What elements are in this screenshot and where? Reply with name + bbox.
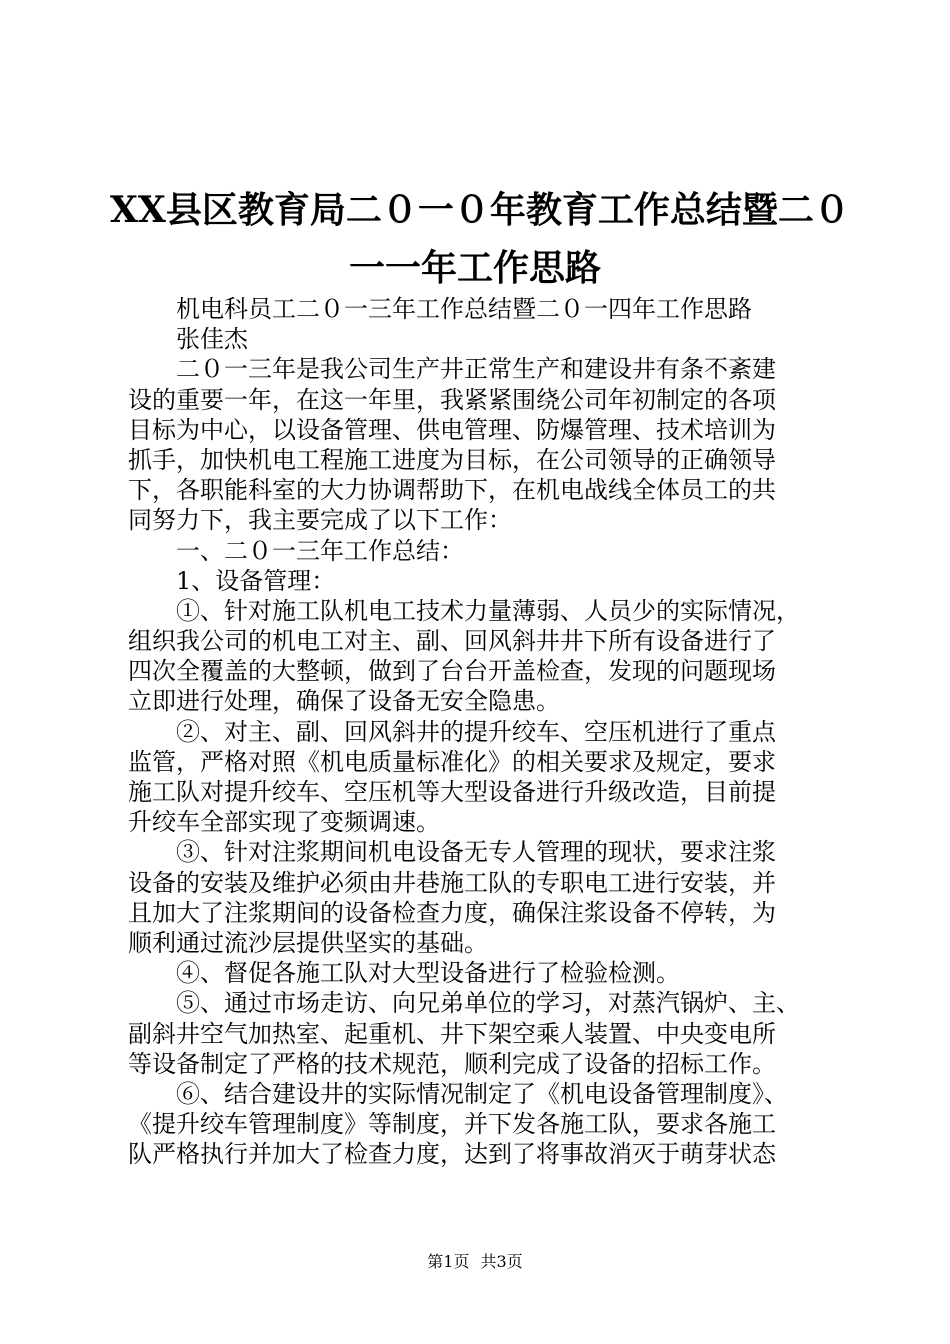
page-number: 第1页: [427, 1252, 470, 1271]
document-body: [128, 294, 828, 1169]
body-line: ⑤、通过市场走访、向兄弟单位的学习，对蒸汽锅炉、主、: [176, 989, 800, 1018]
body-line: ⑥、结合建设井的实际情况制定了《机电设备管理制度》、: [176, 1079, 788, 1108]
body-line: 四次全覆盖的大整顿，做到了台台开盖检查，发现的问题现场: [128, 657, 776, 686]
body-line: ①、针对施工队机电工技术力量薄弱、人员少的实际情况，: [176, 596, 800, 625]
body-line: 升绞车全部实现了变频调速。: [128, 808, 440, 837]
body-line: 目标为中心，以设备管理、供电管理、防爆管理、技术培训为: [128, 415, 776, 444]
body-line: 立即进行处理，确保了设备无安全隐患。: [128, 687, 560, 716]
body-line: 副斜井空气加热室、起重机、井下架空乘人装置、中央变电所: [128, 1019, 776, 1048]
page-total: 共3页: [480, 1252, 523, 1271]
body-line: 且加大了注浆期间的设备检查力度，确保注浆设备不停转，为: [128, 898, 776, 927]
body-line: 张佳杰: [176, 325, 248, 354]
body-line: 监管，严格对照《机电质量标准化》的相关要求及规定，要求: [128, 747, 776, 776]
body-line: 抓手，加快机电工程施工进度为目标，在公司领导的正确领导: [128, 445, 776, 474]
body-line: 施工队对提升绞车、空压机等大型设备进行升级改造，目前提: [128, 778, 776, 806]
body-line: 等设备制定了严格的技术规范，顺利完成了设备的招标工作。: [128, 1049, 776, 1078]
body-line: 同努力下，我主要完成了以下工作：: [128, 506, 512, 535]
body-line: 二０一三年是我公司生产井正常生产和建设井有条不紊建: [176, 355, 776, 384]
body-line: 机电科员工二０一三年工作总结暨二０一四年工作思路: [176, 295, 752, 323]
document-title-line-1: XX县区教育局二０一０年教育工作总结暨二０: [110, 189, 850, 231]
body-line: 1、设备管理：: [176, 566, 336, 595]
body-line: ③、针对注浆期间机电设备无专人管理的现状，要求注浆: [176, 838, 776, 867]
body-line: 队严格执行并加大了检查力度，达到了将事故消灭于萌芽状态: [128, 1140, 776, 1169]
body-line: 顺利通过流沙层提供坚实的基础。: [128, 928, 488, 957]
body-line: 下，各职能科室的大力协调帮助下，在机电战线全体员工的共: [128, 476, 776, 505]
body-line: 设备的安装及维护必须由井巷施工队的专职电工进行安装，并: [128, 868, 776, 897]
body-line: 《提升绞车管理制度》等制度，并下发各施工队，要求各施工: [128, 1110, 776, 1139]
body-line: 设的重要一年，在这一年里，我紧紧围绕公司年初制定的各项: [128, 385, 776, 414]
document-title-line-2: 一一年工作思路: [348, 247, 601, 289]
body-line: 组织我公司的机电工对主、副、回风斜井井下所有设备进行了: [128, 627, 776, 656]
page-footer: [0, 1252, 950, 1272]
body-line: ④、督促各施工队对大型设备进行了检验检测。: [176, 959, 680, 988]
body-line: ②、对主、副、回风斜井的提升绞车、空压机进行了重点: [176, 717, 776, 746]
body-line: 一、二０一三年工作总结：: [176, 536, 464, 565]
